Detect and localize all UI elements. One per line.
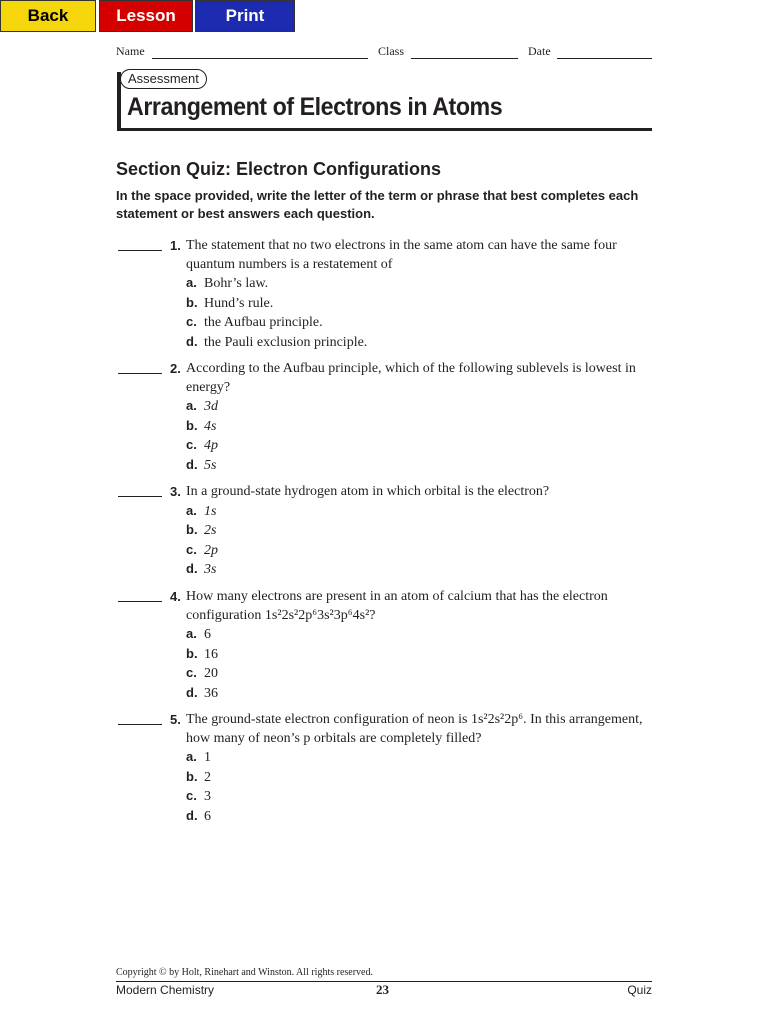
answer-blank[interactable] — [118, 496, 162, 497]
answer-blank[interactable] — [118, 250, 162, 251]
choice: d. 6 — [186, 807, 211, 824]
question-text: How many electrons are present in an atom of calcium that has the electron configuration 1s²2s²2p⁶3s²3p⁶4s²? — [186, 589, 608, 623]
question-5 — [116, 711, 656, 826]
class-label: Class — [378, 44, 405, 58]
choice: a. 3d — [186, 398, 218, 414]
question-text: The ground-state electron configuration of neon is 1s²2s²2p⁶. In this arrangement, how many of neon’s p orbitals are completely filled? — [186, 712, 643, 746]
date-field[interactable] — [557, 58, 652, 59]
choice: d. the Pauli exclusion principle. — [186, 333, 368, 350]
question-text: The statement that no two electrons in the same atom can have the same four quantum numbers is a restatement of — [186, 238, 617, 272]
choice: b. Hund’s rule. — [186, 294, 274, 311]
back-button[interactable]: Back — [0, 0, 96, 32]
choice: b. 4s — [186, 417, 217, 434]
choice: c. 4p — [186, 437, 218, 453]
question-1 — [116, 237, 656, 352]
question-number: 2. — [170, 361, 181, 376]
answer-blank[interactable] — [118, 373, 162, 374]
answer-blank[interactable] — [118, 724, 162, 725]
title-divider — [117, 128, 652, 131]
page-title: Arrangement of Electrons in Atoms — [127, 93, 503, 121]
choice: b. 2s — [186, 522, 217, 538]
document-type: Quiz — [627, 983, 652, 997]
question-2 — [116, 360, 656, 475]
class-field[interactable] — [411, 58, 518, 59]
choice: d. 5s — [186, 456, 217, 473]
choice: c. 20 — [186, 665, 218, 681]
choice: d. 3s — [186, 561, 217, 577]
question-number: 3. — [170, 484, 181, 499]
page-number: 23 — [376, 982, 389, 997]
choice: c. 3 — [186, 788, 211, 804]
question-4 — [116, 588, 656, 703]
instructions: In the space provided, write the letter of the term or phrase that best completes each statement or best answers each question. — [116, 188, 639, 221]
choice: b. 16 — [186, 645, 218, 662]
answer-blank[interactable] — [118, 601, 162, 602]
question-text: In a ground-state hydrogen atom in which orbital is the electron? — [186, 484, 550, 499]
question-text: According to the Aufbau principle, which of the following sublevels is lowest in energy? — [186, 361, 636, 395]
choice: a. 1s — [186, 502, 217, 519]
book-title: Modern Chemistry — [116, 983, 215, 997]
print-button[interactable]: Print — [195, 0, 295, 32]
section-title: Section Quiz: Electron Configurations — [116, 159, 442, 179]
question-3 — [116, 483, 656, 580]
question-number: 4. — [170, 589, 181, 604]
assessment-tab: Assessment — [120, 69, 207, 89]
name-field[interactable] — [152, 58, 368, 59]
lesson-button[interactable]: Lesson — [99, 0, 193, 32]
copyright: Copyright © by Holt, Rinehart and Winston. All rights reserved. — [116, 967, 373, 978]
choice: b. 2 — [186, 768, 211, 785]
choice: a. 1 — [186, 749, 211, 765]
date-label: Date — [528, 44, 551, 58]
choice: a. Bohr’s law. — [186, 275, 269, 291]
choice: d. 36 — [186, 684, 218, 701]
question-number: 1. — [170, 238, 181, 253]
choice: c. 2p — [186, 541, 218, 558]
question-number: 5. — [170, 712, 181, 727]
choice: a. 6 — [186, 626, 211, 642]
name-label: Name — [116, 44, 145, 58]
choice: c. the Aufbau principle. — [186, 314, 323, 330]
